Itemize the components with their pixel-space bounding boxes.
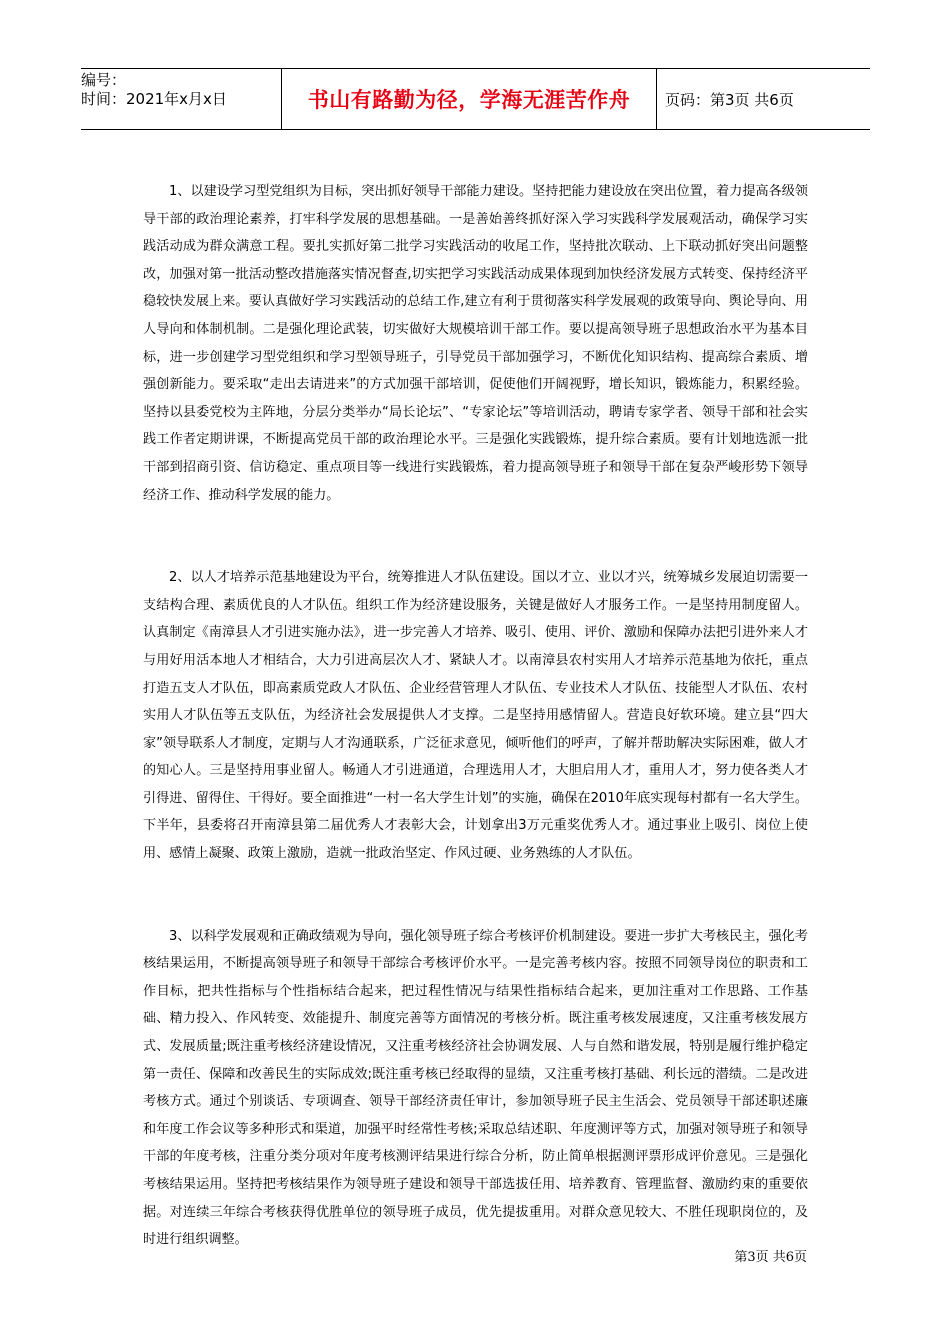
page-header — [81, 68, 870, 130]
header-motto: 书山有路勤为径，学海无涯苦作舟 — [281, 69, 657, 129]
header-page-code: 页码：第3页 共6页 — [665, 90, 794, 109]
page-footer-number: 第3页 共6页 — [734, 1250, 807, 1265]
header-meta — [81, 69, 281, 129]
document-body — [143, 178, 808, 1254]
document-number-label: 编号： — [81, 71, 127, 89]
paragraph-2: 2、以人才培养示范基地建设为平台，统筹推进人才队伍建设。国以才立、业以才兴，统筹城乡发展迫切需要一支结构合理、素质优良的人才队伍。组织工作为经济建设服务，关键是做好人才服务工作。一是坚持用制度留人。认真制定《南漳县人才引进实施办法》，进一步完善人才培养、吸引、使用、评价、激励和保障办法把引进外来人才与用好用活本地人才相结合，大力引进高层次人才、紧缺人才。以南漳县农村实用人才培养示范基地为依托，重点打造五支人才队伍，即高素质党政人才队伍、企业经营管理人才队伍、专业技术人才队伍、技能型人才队伍、农村实用人才队伍等五支队伍，为经济社会发展提供人才支撑。二是坚持用感情留人。营造良好软环境。建立县“四大家”领导联系人才制度，定期与人才沟通联系，广泛征求意见，倾听他们的呼声，了解并帮助解决实际困难，做人才的知心人。三是坚持用事业留人。畅通人才引进通道，合理选用人才，大胆启用人才，重用人才，努力使各类人才引得进、留得住、干得好。要全面推进“一村一名大学生计划”的实施，确保在2010年底实现每村都有一名大学生。下半年，县委将召开南漳县第二届优秀人才表彰大会，计划拿出3万元重奖优秀人才。通过事业上吸引、岗位上使用、感情上凝聚、政策上激励，造就一批政治坚定、作风过硬、业务熟练的人才队伍。 — [143, 570, 808, 862]
paragraph-3: 3、以科学发展观和正确政绩观为导向，强化领导班子综合考核评价机制建设。要进一步扩大考核民主，强化考核结果运用，不断提高领导班子和领导干部综合考核评价水平。一是完善考核内容。按照不同领导岗位的职责和工作目标，把共性指标与个性指标结合起来，把过程性情况与结果性指标结合起来，更加注重对工作思路、工作基础、精力投入、作风转变、效能提升、制度完善等方面情况的考核分析。既注重考核发展速度，又注重考核发展方式、发展质量;既注重考核经济建设情况，又注重考核经济社会协调发展、人与自然和谐发展，特别是履行维护稳定第一责任、保障和改善民生的实际成效;既注重考核已经取得的显绩，又注重考核打基础、利长远的潜绩。二是改进考核方式。通过个别谈话、专项调查、领导干部经济责任审计，参加领导班子民主生活会、党员领导干部述职述廉和年度工作会议等多种形式和渠道，加强平时经常性考核;采取总结述职、年度测评等方式，加强对领导班子和领导干部的年度考核，注重分类分项对年度考核测评结果进行综合分析，防止简单根据测评票形成评价意见。三是强化考核结果运用。坚持把考核结果作为领导班子建设和领导干部选拔任用、培养教育、管理监督、激励约束的重要依据。对连续三年综合考核获得优胜单位的领导班子成员，优先提拔重用。对群众意见较大、不胜任现职岗位的，及时进行组织调整。 — [143, 928, 808, 1248]
paragraph-1: 1、以建设学习型党组织为目标，突出抓好领导干部能力建设。坚持把能力建设放在突出位置，着力提高各级领导干部的政治理论素养，打牢科学发展的思想基础。一是善始善终抓好深入学习实践科学发展观活动，确保学习实践活动成为群众满意工程。要扎实抓好第二批学习实践活动的收尾工作，坚持批次联动、上下联动抓好突出问题整改，加强对第一批活动整改措施落实情况督查,切实把学习实践活动成果体现到加快经济发展方式转变、保持经济平稳较快发展上来。要认真做好学习实践活动的总结工作,建立有利于贯彻落实科学发展观的政策导向、舆论导向、用人导向和体制机制。二是强化理论武装，切实做好大规模培训干部工作。要以提高领导班子思想政治水平为基本目标，进一步创建学习型党组织和学习型领导班子，引导党员干部加强学习，不断优化知识结构、提高综合素质、增强创新能力。要采取“走出去请进来”的方式加强干部培训，促使他们开阔视野，增长知识，锻炼能力，积累经验。坚持以县委党校为主阵地，分层分类举办“局长论坛”、“专家论坛”等培训活动，聘请专家学者、领导干部和社会实践工作者定期讲课，不断提高党员干部的政治理论水平。三是强化实践锻炼，提升综合素质。要有计划地选派一批干部到招商引资、信访稳定、重点项目等一线进行实践锻炼，着力提高领导班子和领导干部在复杂严峻形势下领导经济工作、推动科学发展的能力。 — [143, 184, 808, 503]
document-date-label: 时间：2021年x月x日 — [81, 90, 227, 108]
